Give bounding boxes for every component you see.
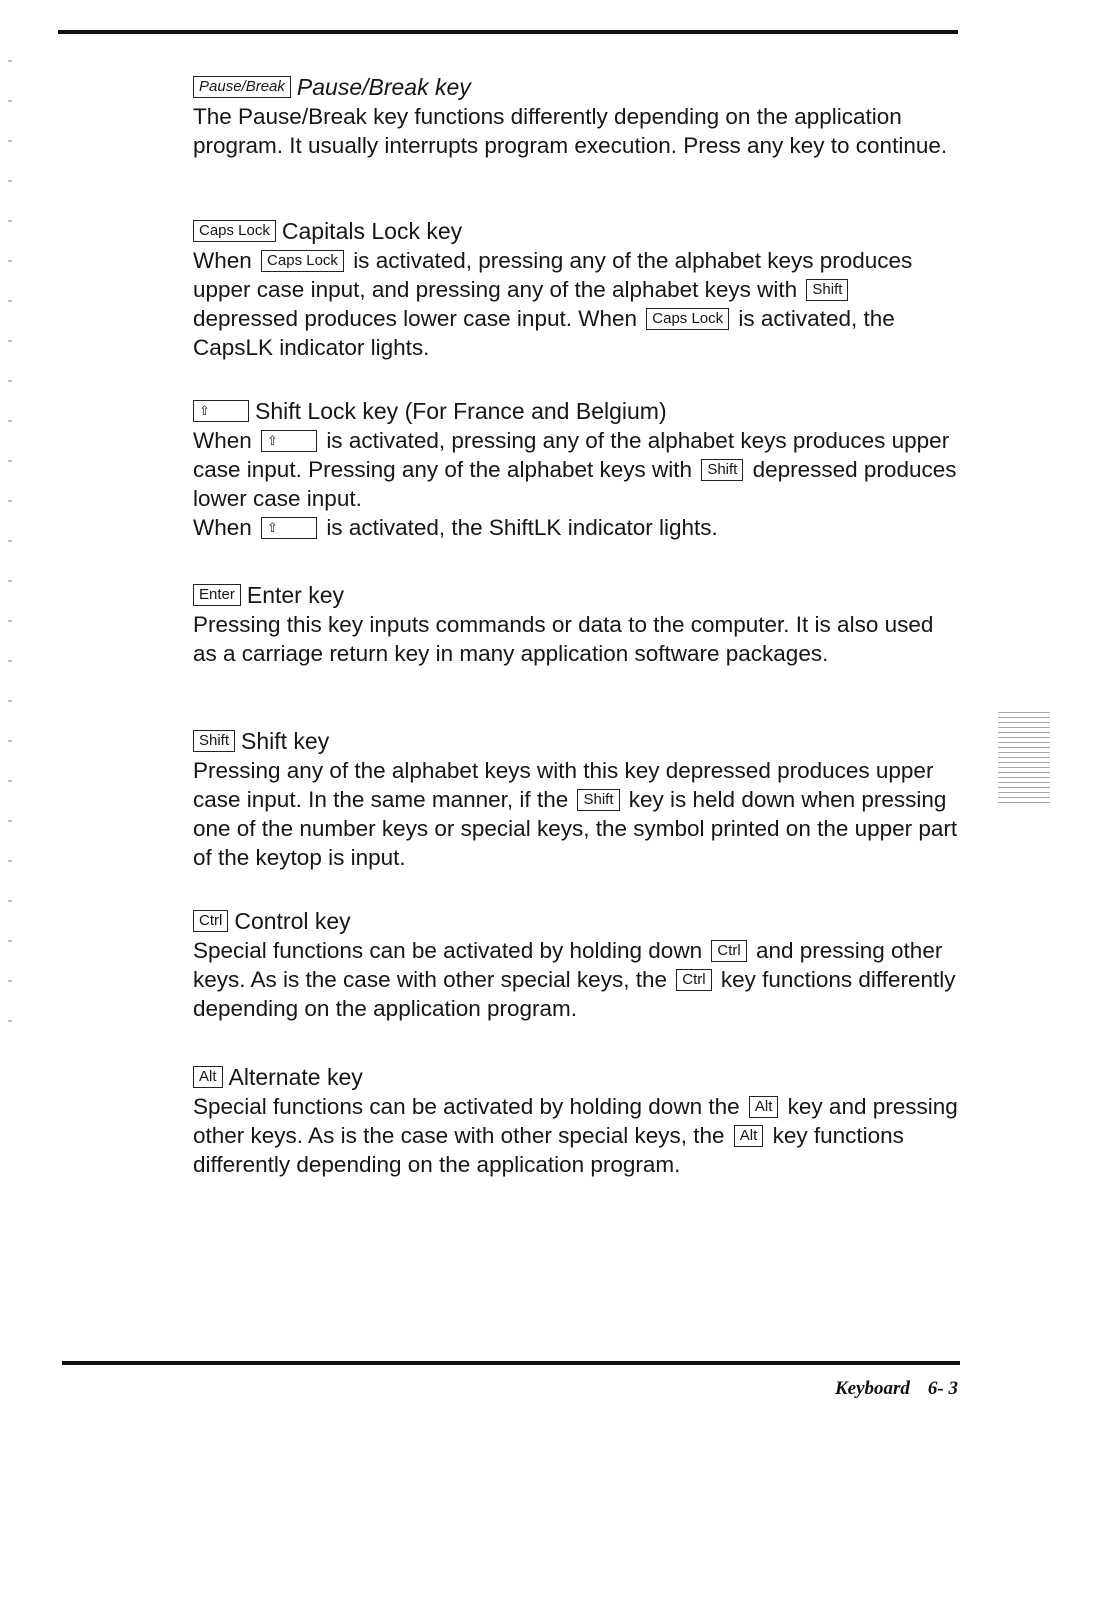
text-run: When: [193, 248, 252, 273]
section-body: [193, 756, 959, 872]
ctrl-key-icon: Ctrl: [711, 940, 746, 962]
scan-margin-marks: [8, 60, 12, 1060]
section-title: Alternate key: [228, 1064, 363, 1090]
text-run: Special functions can be activated by holding down: [193, 938, 703, 963]
caps-lock-key-icon: Caps Lock: [261, 250, 344, 272]
section-alt: [193, 1062, 959, 1179]
section-shift: [193, 726, 959, 872]
text-run: key is held down when pressing one of the number keys or special keys, the symbol printed on the upper part of the keytop is input.: [193, 787, 958, 870]
section-title: Capitals Lock key: [281, 218, 463, 244]
section-heading: [193, 72, 959, 102]
footer-section-title: Keyboard: [834, 1378, 910, 1399]
text-run: key functions differently depending on the application program.: [193, 1123, 904, 1177]
section-title: Enter key: [246, 582, 345, 608]
section-body: [193, 246, 959, 362]
text-run: depressed produces lower case input.: [193, 457, 957, 511]
section-heading: [193, 216, 959, 246]
section-body: [193, 936, 959, 1023]
section-body: [193, 1092, 959, 1179]
section-title: Pause/Break key: [296, 74, 471, 100]
caps-lock-key-icon: Caps Lock: [193, 220, 276, 242]
chapter-thumb-tab: [998, 712, 1050, 804]
enter-key-icon: Enter: [193, 584, 241, 606]
shift-lock-key-icon: ⇧: [193, 400, 249, 422]
section-enter: [193, 580, 959, 668]
shift-lock-key-icon: ⇧: [261, 517, 317, 539]
text-run: key and pressing other keys. As is the case with other special keys, the: [193, 1094, 958, 1148]
section-shift-lock: [193, 396, 959, 542]
text-run: is activated, pressing any of the alphabet keys produces upper case input. Pressing any of the alphabet keys with: [193, 428, 950, 482]
ctrl-key-icon: Ctrl: [193, 910, 228, 932]
section-caps-lock: [193, 216, 959, 362]
alt-key-icon: Alt: [734, 1125, 764, 1147]
alt-key-icon: Alt: [749, 1096, 779, 1118]
section-text: The Pause/Break key functions differently depending on the application program. It usually interrupts program execution. Press any key to continue.: [193, 104, 948, 158]
section-ctrl: [193, 906, 959, 1023]
section-heading: [193, 906, 959, 936]
pause-break-key-icon: Pause/Break: [193, 76, 291, 98]
page-number: 6- 3: [927, 1378, 958, 1399]
text-run: depressed produces lower case input. When: [193, 306, 638, 331]
shift-key-icon: Shift: [577, 789, 619, 811]
ctrl-key-icon: Ctrl: [676, 969, 711, 991]
shift-key-icon: Shift: [193, 730, 235, 752]
bottom-rule: [62, 1361, 960, 1365]
page-footer: [835, 1378, 958, 1400]
section-heading: [193, 1062, 959, 1092]
text-run: When: [193, 515, 252, 540]
shift-key-icon: Shift: [806, 279, 848, 301]
section-title: Control key: [234, 908, 351, 934]
shift-lock-key-icon: ⇧: [261, 430, 317, 452]
shift-key-icon: Shift: [701, 459, 743, 481]
text-run: is activated, pressing any of the alphabet keys produces upper case input, and pressing any of the alphabet keys with: [193, 248, 913, 302]
section-heading: [193, 396, 959, 426]
section-body: [193, 426, 959, 542]
text-run: Special functions can be activated by holding down the: [193, 1094, 740, 1119]
text-run: key functions differently depending on the application program.: [193, 967, 956, 1021]
section-body: [193, 610, 959, 668]
text-run: is activated, the ShiftLK indicator lights.: [326, 515, 718, 540]
section-text: Pressing this key inputs commands or data to the computer. It is also used as a carriage return key in many application software packages.: [193, 612, 934, 666]
section-title: Shift Lock key (For France and Belgium): [255, 398, 667, 424]
text-run: and pressing other keys. As is the case with other special keys, the: [193, 938, 943, 992]
text-run: is activated, the CapsLK indicator lights.: [193, 306, 895, 360]
top-rule: [58, 30, 958, 34]
caps-lock-key-icon: Caps Lock: [646, 308, 729, 330]
section-body: [193, 102, 959, 160]
section-heading: [193, 726, 959, 756]
section-title: Shift key: [241, 728, 330, 754]
section-heading: [193, 580, 959, 610]
text-run: When: [193, 428, 252, 453]
text-run: Pressing any of the alphabet keys with this key depressed produces upper case input. In the same manner, if the: [193, 758, 934, 812]
section-pause-break: [193, 72, 959, 160]
alt-key-icon: Alt: [193, 1066, 223, 1088]
